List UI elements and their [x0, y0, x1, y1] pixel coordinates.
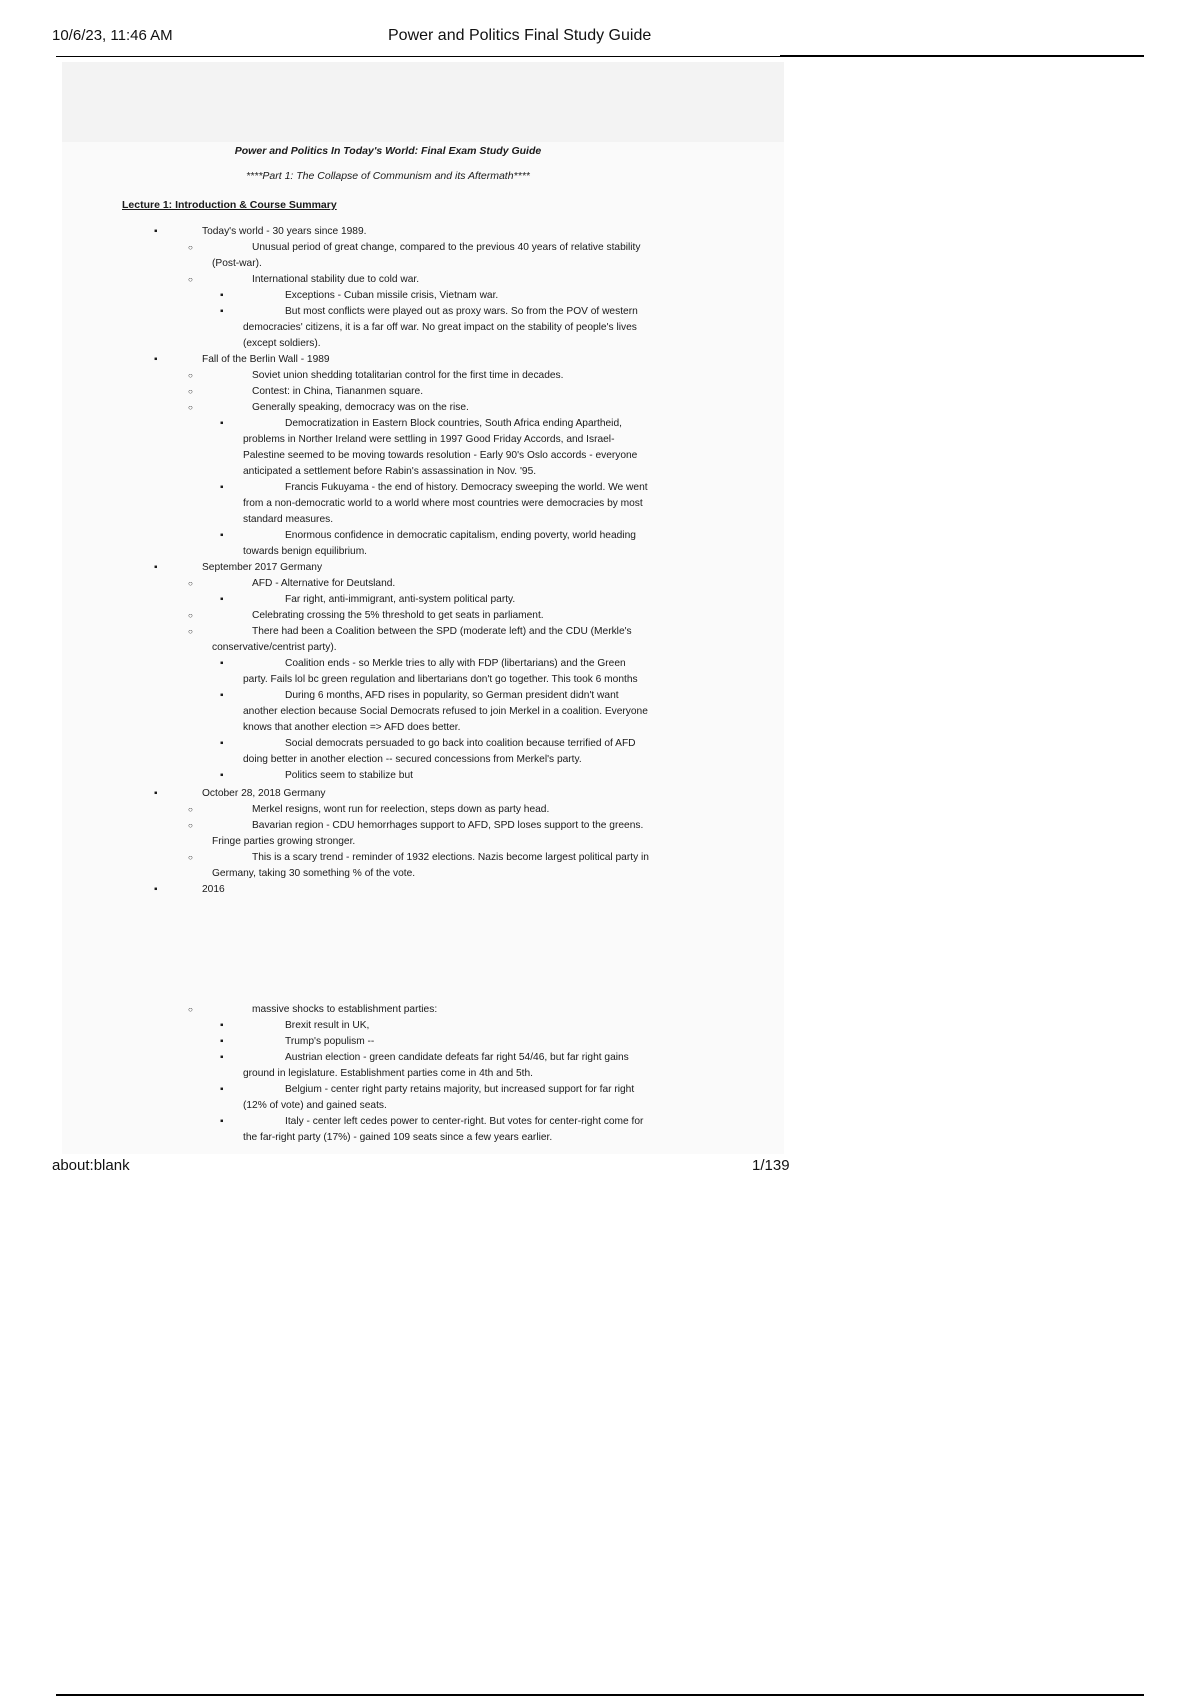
list-item-text: Brexit result in UK, — [285, 1020, 370, 1031]
list-item-text: There had been a Coalition between the SPD (moderate left) and the CDU (Merkle's — [252, 626, 632, 637]
document-body — [62, 62, 784, 1154]
list-item-text: (12% of vote) and gained seats. — [243, 1100, 387, 1111]
bullet-icon: ▪ — [154, 226, 158, 237]
list-item-text: Today's world - 30 years since 1989. — [202, 226, 367, 237]
list-item — [210, 608, 770, 624]
list-item — [243, 416, 783, 480]
list-item — [210, 272, 770, 288]
list-item-text: Unusual period of great change, compared to the previous 40 years of relative stability — [252, 242, 641, 253]
bullet-icon: ▪ — [154, 788, 158, 799]
print-header-title: Power and Politics Final Study Guide — [388, 27, 652, 44]
circle-bullet-icon: ○ — [188, 853, 193, 862]
bullet-icon: ▪ — [220, 530, 224, 541]
list-item-text: (except soldiers). — [243, 338, 321, 349]
list-item-text: During 6 months, AFD rises in popularity, so German president didn't want — [285, 690, 619, 701]
list-item — [243, 480, 783, 528]
bullet-icon: ▪ — [154, 354, 158, 365]
circle-bullet-icon: ○ — [188, 371, 193, 380]
list-item-text: problems in Norther Ireland were settling in 1997 Good Friday Accords, and Israel- — [243, 434, 615, 445]
list-item-text: Enormous confidence in democratic capitalism, ending poverty, world heading — [285, 530, 636, 541]
list-item — [210, 1002, 770, 1018]
document-page — [62, 62, 784, 1154]
lecture-heading: Lecture 1: Introduction & Course Summary — [122, 199, 337, 211]
list-item-text: from a non-democratic world to a world where most countries were democracies by most — [243, 498, 643, 509]
list-item — [243, 1114, 783, 1146]
list-item — [210, 850, 770, 882]
bullet-icon: ▪ — [220, 594, 224, 605]
circle-bullet-icon: ○ — [188, 275, 193, 284]
list-item — [210, 624, 770, 656]
list-item-text: Germany, taking 30 something % of the vote. — [212, 868, 416, 879]
list-item-text: (Post-war). — [212, 258, 262, 269]
list-item-text: Fringe parties growing stronger. — [212, 836, 356, 847]
bullet-icon: ▪ — [220, 658, 224, 669]
list-item-text: the far-right party (17%) - gained 109 seats since a few years earlier. — [243, 1132, 553, 1143]
list-item-text: Italy - center left cedes power to center-right. But votes for center-right come for — [285, 1116, 644, 1127]
circle-bullet-icon: ○ — [188, 243, 193, 252]
list-item — [210, 400, 770, 416]
bullet-icon: ▪ — [220, 290, 224, 301]
list-item — [243, 1018, 783, 1034]
footer-rule — [56, 1694, 1144, 1696]
circle-bullet-icon: ○ — [188, 821, 193, 830]
bullet-icon: ▪ — [154, 562, 158, 573]
list-item-text: Francis Fukuyama - the end of history. Democracy sweeping the world. We went — [285, 482, 648, 493]
bullet-icon: ▪ — [220, 690, 224, 701]
list-item — [210, 368, 770, 384]
list-item-text: Palestine seemed to be moving towards resolution - Early 90's Oslo accords - everyone — [243, 450, 638, 461]
list-item — [243, 592, 783, 608]
list-item-text: Far right, anti-immigrant, anti-system political party. — [285, 594, 516, 605]
list-item-text: standard measures. — [243, 514, 334, 525]
list-item-text: anticipated a settlement before Rabin's assassination in Nov. '95. — [243, 466, 537, 477]
list-item-text: Contest: in China, Tiananmen square. — [252, 386, 424, 397]
document-subtitle: ****Part 1: The Collapse of Communism and its Aftermath**** — [246, 170, 530, 182]
list-item — [202, 882, 802, 898]
list-item-text: October 28, 2018 Germany — [202, 788, 326, 799]
bullet-icon: ▪ — [220, 770, 224, 781]
bullet-icon: ▪ — [220, 1036, 224, 1047]
bullet-icon: ▪ — [220, 1020, 224, 1031]
list-item-text: Bavarian region - CDU hemorrhages support to AFD, SPD loses support to the greens. — [252, 820, 644, 831]
bullet-icon: ▪ — [220, 306, 224, 317]
list-item — [202, 224, 802, 240]
list-item — [210, 240, 770, 272]
list-item — [243, 688, 783, 736]
list-item — [202, 786, 802, 802]
list-item-text: Fall of the Berlin Wall - 1989 — [202, 354, 330, 365]
list-item-text: towards benign equilibrium. — [243, 546, 368, 557]
bullet-icon: ▪ — [154, 884, 158, 895]
list-item — [210, 576, 770, 592]
list-item — [243, 528, 783, 560]
list-item-text: Trump's populism -- — [285, 1036, 375, 1047]
bullet-icon: ▪ — [220, 738, 224, 749]
list-item — [243, 656, 783, 688]
list-item — [210, 384, 770, 400]
list-item-text: Belgium - center right party retains majority, but increased support for far right — [285, 1084, 635, 1095]
list-item — [243, 1082, 783, 1114]
list-item — [243, 768, 783, 784]
print-footer-page-number: 1/139 — [752, 1157, 790, 1174]
bullet-icon: ▪ — [220, 1052, 224, 1063]
list-item — [243, 1050, 783, 1082]
list-item-text: another election because Social Democrats refused to join Merkel in a coalition. Everyone — [243, 706, 648, 717]
list-item-text: 2016 — [202, 884, 225, 895]
bullet-icon: ▪ — [220, 1116, 224, 1127]
list-item-text: democracies' citizens, it is a far off war. No great impact on the stability of people's lives — [243, 322, 637, 333]
list-item — [210, 802, 770, 818]
circle-bullet-icon: ○ — [188, 611, 193, 620]
circle-bullet-icon: ○ — [188, 387, 193, 396]
bullet-icon: ▪ — [220, 1084, 224, 1095]
list-item-text: conservative/centrist party). — [212, 642, 337, 653]
header-rule-heavy — [780, 55, 1144, 57]
print-header-date: 10/6/23, 11:46 AM — [52, 27, 173, 44]
list-item-text: Soviet union shedding totalitarian control for the first time in decades. — [252, 370, 564, 381]
list-item — [243, 304, 783, 352]
circle-bullet-icon: ○ — [188, 627, 193, 636]
list-item-text: Merkel resigns, wont run for reelection, steps down as party head. — [252, 804, 550, 815]
list-item — [202, 560, 802, 576]
list-item-text: AFD - Alternative for Deutsland. — [252, 578, 396, 589]
list-item-text: This is a scary trend - reminder of 1932 elections. Nazis become largest political party in — [252, 852, 649, 863]
list-item-text: party. Fails lol bc green regulation and libertarians don't go together. This took 6 months — [243, 674, 638, 685]
list-item-text: ground in legislature. Establishment parties come in 4th and 5th. — [243, 1068, 533, 1079]
list-item-text: Exceptions - Cuban missile crisis, Vietnam war. — [285, 290, 499, 301]
list-item — [210, 818, 770, 850]
bullet-icon: ▪ — [220, 418, 224, 429]
list-item — [202, 352, 802, 368]
list-item-text: Generally speaking, democracy was on the rise. — [252, 402, 469, 413]
list-item-text: September 2017 Germany — [202, 562, 323, 573]
list-item-text: Coalition ends - so Merkle tries to ally with FDP (libertarians) and the Green — [285, 658, 626, 669]
list-item — [243, 288, 783, 304]
list-item-text: Democratization in Eastern Block countries, South Africa ending Apartheid, — [285, 418, 622, 429]
list-item-text: Social democrats persuaded to go back into coalition because terrified of AFD — [285, 738, 636, 749]
list-item — [243, 736, 783, 768]
list-item-text: Politics seem to stabilize but — [285, 770, 413, 781]
list-item-text: massive shocks to establishment parties: — [252, 1004, 438, 1015]
document-title: Power and Politics In Today's World: Final Exam Study Guide — [234, 145, 542, 157]
circle-bullet-icon: ○ — [188, 805, 193, 814]
list-item-text: But most conflicts were played out as proxy wars. So from the POV of western — [285, 306, 638, 317]
list-item-text: Celebrating crossing the 5% threshold to get seats in parliament. — [252, 610, 544, 621]
bullet-icon: ▪ — [220, 482, 224, 493]
list-item-text: International stability due to cold war. — [252, 274, 420, 285]
list-item — [243, 1034, 783, 1050]
circle-bullet-icon: ○ — [188, 579, 193, 588]
circle-bullet-icon: ○ — [188, 403, 193, 412]
circle-bullet-icon: ○ — [188, 1005, 193, 1014]
list-item-text: knows that another election => AFD does better. — [243, 722, 461, 733]
list-item-text: doing better in another election -- secured concessions from Merkel's party. — [243, 754, 582, 765]
list-item-text: Austrian election - green candidate defeats far right 54/46, but far right gains — [285, 1052, 629, 1063]
print-footer-url: about:blank — [52, 1157, 130, 1174]
